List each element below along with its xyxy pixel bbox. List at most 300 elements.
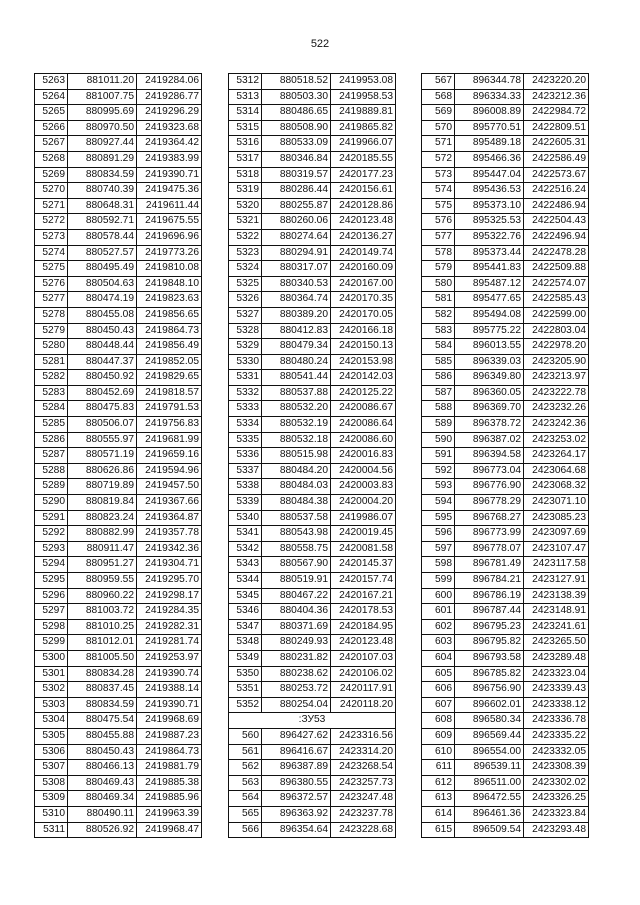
x-coordinate-cell: 880249.93 [262, 635, 331, 651]
point-number-cell: 5298 [35, 619, 68, 635]
point-number-cell: 5339 [229, 495, 262, 511]
x-coordinate-cell: 896795.82 [455, 635, 524, 651]
table-row [35, 463, 202, 479]
table-row [422, 229, 589, 245]
x-coordinate-cell: 895322.76 [455, 229, 524, 245]
x-coordinate-cell: 895494.08 [455, 307, 524, 323]
y-coordinate-cell: 2419367.66 [137, 495, 202, 511]
x-coordinate-cell: 896354.64 [262, 822, 331, 838]
x-coordinate-cell: 880474.19 [68, 292, 137, 308]
y-coordinate-cell: 2423265.50 [524, 635, 589, 651]
y-coordinate-cell: 2420123.48 [331, 214, 396, 230]
x-coordinate-cell: 880834.28 [68, 666, 137, 682]
point-number-cell: 5337 [229, 463, 262, 479]
table-row [422, 619, 589, 635]
x-coordinate-cell: 880541.44 [262, 370, 331, 386]
point-number-cell: 5352 [229, 697, 262, 713]
x-coordinate-cell: 880533.09 [262, 136, 331, 152]
x-coordinate-cell: 896509.54 [455, 822, 524, 838]
table-row [422, 198, 589, 214]
table-row [229, 89, 396, 105]
y-coordinate-cell: 2419675.55 [137, 214, 202, 230]
y-coordinate-cell: 2419594.96 [137, 463, 202, 479]
y-coordinate-cell: 2423293.48 [524, 822, 589, 838]
y-coordinate-cell: 2419696.96 [137, 229, 202, 245]
point-number-cell: 5283 [35, 385, 68, 401]
y-coordinate-cell: 2420166.18 [331, 323, 396, 339]
point-number-cell: 5273 [35, 229, 68, 245]
point-number-cell: 578 [422, 245, 455, 261]
table-row [35, 245, 202, 261]
point-number-cell: 5317 [229, 151, 262, 167]
table-row [422, 697, 589, 713]
table-row [35, 573, 202, 589]
x-coordinate-cell: 895373.44 [455, 245, 524, 261]
y-coordinate-cell: 2422574.07 [524, 276, 589, 292]
y-coordinate-cell: 2419681.99 [137, 432, 202, 448]
point-number-cell: 5351 [229, 682, 262, 698]
y-coordinate-cell: 2423222.78 [524, 385, 589, 401]
x-coordinate-cell: 880346.84 [262, 151, 331, 167]
table-row [35, 728, 202, 744]
y-coordinate-cell: 2420160.09 [331, 261, 396, 277]
x-coordinate-cell: 896344.78 [455, 74, 524, 90]
table-row [229, 682, 396, 698]
x-coordinate-cell: 880231.82 [262, 650, 331, 666]
table-row [35, 619, 202, 635]
x-coordinate-cell: 880834.59 [68, 697, 137, 713]
x-coordinate-cell: 896339.03 [455, 354, 524, 370]
table-row [229, 151, 396, 167]
y-coordinate-cell: 2423314.20 [331, 744, 396, 760]
point-number-cell: 5313 [229, 89, 262, 105]
x-coordinate-cell: 880389.20 [262, 307, 331, 323]
x-coordinate-cell: 896378.72 [455, 417, 524, 433]
x-coordinate-cell: 895436.53 [455, 183, 524, 199]
y-coordinate-cell: 2419773.26 [137, 245, 202, 261]
table-row [35, 448, 202, 464]
y-coordinate-cell: 2419296.29 [137, 105, 202, 121]
y-coordinate-cell: 2422585.43 [524, 292, 589, 308]
x-coordinate-cell: 896756.90 [455, 682, 524, 698]
y-coordinate-cell: 2419864.73 [137, 323, 202, 339]
table-row [35, 229, 202, 245]
y-coordinate-cell: 2423247.48 [331, 791, 396, 807]
x-coordinate-cell: 880911.47 [68, 541, 137, 557]
table-row [422, 728, 589, 744]
y-coordinate-cell: 2419818.57 [137, 385, 202, 401]
point-number-cell: 588 [422, 401, 455, 417]
point-number-cell: 5316 [229, 136, 262, 152]
y-coordinate-cell: 2423127.91 [524, 573, 589, 589]
x-coordinate-cell: 881010.25 [68, 619, 137, 635]
y-coordinate-cell: 2422573.67 [524, 167, 589, 183]
y-coordinate-cell: 2423335.22 [524, 728, 589, 744]
x-coordinate-cell: 880495.49 [68, 261, 137, 277]
x-coordinate-cell: 880951.27 [68, 557, 137, 573]
x-coordinate-cell: 880490.11 [68, 806, 137, 822]
y-coordinate-cell: 2423071.10 [524, 495, 589, 511]
point-number-cell: 5278 [35, 307, 68, 323]
y-coordinate-cell: 2423332.05 [524, 744, 589, 760]
y-coordinate-cell: 2422984.72 [524, 105, 589, 121]
point-number-cell: 5345 [229, 588, 262, 604]
point-number-cell: 589 [422, 417, 455, 433]
x-coordinate-cell: 896349.80 [455, 370, 524, 386]
point-number-cell: 570 [422, 120, 455, 136]
y-coordinate-cell: 2423085.23 [524, 510, 589, 526]
x-coordinate-cell: 880475.54 [68, 713, 137, 729]
table-row [422, 588, 589, 604]
table-row [229, 417, 396, 433]
x-coordinate-cell: 896778.07 [455, 541, 524, 557]
table-row [422, 276, 589, 292]
y-coordinate-cell: 2422605.31 [524, 136, 589, 152]
table-row [35, 105, 202, 121]
point-number-cell: 590 [422, 432, 455, 448]
x-coordinate-cell: 880719.89 [68, 479, 137, 495]
table-row [229, 74, 396, 90]
y-coordinate-cell: 2419323.68 [137, 120, 202, 136]
point-number-cell: 587 [422, 385, 455, 401]
table-row [422, 541, 589, 557]
y-coordinate-cell: 2423257.73 [331, 775, 396, 791]
table-row [35, 682, 202, 698]
y-coordinate-cell: 2420178.53 [331, 604, 396, 620]
table-row [35, 167, 202, 183]
point-number-cell: 5263 [35, 74, 68, 90]
point-number-cell: 5307 [35, 760, 68, 776]
x-coordinate-cell: 896778.29 [455, 495, 524, 511]
table-row [422, 354, 589, 370]
point-number-cell: 577 [422, 229, 455, 245]
y-coordinate-cell: 2423148.91 [524, 604, 589, 620]
table-row [35, 479, 202, 495]
x-coordinate-cell: 880578.44 [68, 229, 137, 245]
x-coordinate-cell: 880995.69 [68, 105, 137, 121]
point-number-cell: 606 [422, 682, 455, 698]
x-coordinate-cell: 880648.31 [68, 198, 137, 214]
y-coordinate-cell: 2420142.03 [331, 370, 396, 386]
x-coordinate-cell: 896461.36 [455, 806, 524, 822]
x-coordinate-cell: 895466.36 [455, 151, 524, 167]
y-coordinate-cell: 2419986.07 [331, 510, 396, 526]
table-row [229, 588, 396, 604]
point-number-cell: 5282 [35, 370, 68, 386]
y-coordinate-cell: 2419958.53 [331, 89, 396, 105]
x-coordinate-cell: 880506.07 [68, 417, 137, 433]
point-number-cell: 5312 [229, 74, 262, 90]
table-row [422, 385, 589, 401]
table-row [229, 354, 396, 370]
point-number-cell: 5329 [229, 339, 262, 355]
point-number-cell: 5315 [229, 120, 262, 136]
point-number-cell: 5267 [35, 136, 68, 152]
point-number-cell: 594 [422, 495, 455, 511]
y-coordinate-cell: 2419885.38 [137, 775, 202, 791]
y-coordinate-cell: 2419390.74 [137, 666, 202, 682]
table-row [35, 74, 202, 90]
y-coordinate-cell: 2420086.64 [331, 417, 396, 433]
y-coordinate-cell: 2419852.05 [137, 354, 202, 370]
x-coordinate-cell: 895489.18 [455, 136, 524, 152]
point-number-cell: 5308 [35, 775, 68, 791]
x-coordinate-cell: 880526.92 [68, 822, 137, 838]
point-number-cell: 5266 [35, 120, 68, 136]
y-coordinate-cell: 2422496.94 [524, 229, 589, 245]
x-coordinate-cell: 896768.27 [455, 510, 524, 526]
point-number-cell: 5274 [35, 245, 68, 261]
y-coordinate-cell: 2420086.67 [331, 401, 396, 417]
x-coordinate-cell: 880970.50 [68, 120, 137, 136]
x-coordinate-cell: 880260.06 [262, 214, 331, 230]
point-number-cell: 5331 [229, 370, 262, 386]
table-row [422, 167, 589, 183]
table-row [422, 791, 589, 807]
table-row [35, 791, 202, 807]
x-coordinate-cell: 881005.50 [68, 650, 137, 666]
table-row [422, 307, 589, 323]
y-coordinate-cell: 2420004.20 [331, 495, 396, 511]
x-coordinate-cell: 896539.11 [455, 760, 524, 776]
point-number-cell: 613 [422, 791, 455, 807]
point-number-cell: 5327 [229, 307, 262, 323]
y-coordinate-cell: 2423302.02 [524, 775, 589, 791]
y-coordinate-cell: 2420117.91 [331, 682, 396, 698]
coordinates-table-middle [228, 73, 396, 838]
table-row [422, 682, 589, 698]
y-coordinate-cell: 2419864.73 [137, 744, 202, 760]
table-row [229, 276, 396, 292]
table-row [229, 573, 396, 589]
y-coordinate-cell: 2419856.65 [137, 307, 202, 323]
table-row [422, 806, 589, 822]
y-coordinate-cell: 2423232.26 [524, 401, 589, 417]
x-coordinate-cell: 880891.29 [68, 151, 137, 167]
table-row [422, 261, 589, 277]
x-coordinate-cell: 880371.69 [262, 619, 331, 635]
x-coordinate-cell: 880475.83 [68, 401, 137, 417]
table-row [35, 604, 202, 620]
point-number-cell: 5311 [35, 822, 68, 838]
y-coordinate-cell: 2419390.71 [137, 167, 202, 183]
x-coordinate-cell: 880255.87 [262, 198, 331, 214]
table-row [229, 370, 396, 386]
x-coordinate-cell: 896784.21 [455, 573, 524, 589]
point-number-cell: 5276 [35, 276, 68, 292]
point-number-cell: 571 [422, 136, 455, 152]
point-number-cell: 563 [229, 775, 262, 791]
x-coordinate-cell: 895373.10 [455, 198, 524, 214]
table-row [35, 261, 202, 277]
x-coordinate-cell: 896360.05 [455, 385, 524, 401]
y-coordinate-cell: 2419829.65 [137, 370, 202, 386]
point-number-cell: 600 [422, 588, 455, 604]
point-number-cell: 569 [422, 105, 455, 121]
x-coordinate-cell: 880448.44 [68, 339, 137, 355]
point-number-cell: 5325 [229, 276, 262, 292]
x-coordinate-cell: 895441.83 [455, 261, 524, 277]
point-number-cell: 5294 [35, 557, 68, 573]
x-coordinate-cell: 880455.88 [68, 728, 137, 744]
point-number-cell: 584 [422, 339, 455, 355]
point-number-cell: 5348 [229, 635, 262, 651]
point-number-cell: 5302 [35, 682, 68, 698]
table-row [35, 120, 202, 136]
y-coordinate-cell: 2423241.61 [524, 619, 589, 635]
table-row [35, 136, 202, 152]
y-coordinate-cell: 2423323.84 [524, 806, 589, 822]
table-row [422, 214, 589, 230]
point-number-cell: 5332 [229, 385, 262, 401]
y-coordinate-cell: 2423323.04 [524, 666, 589, 682]
x-coordinate-cell: 880532.19 [262, 417, 331, 433]
point-number-cell: 5310 [35, 806, 68, 822]
table-row [35, 541, 202, 557]
y-coordinate-cell: 2422803.04 [524, 323, 589, 339]
point-number-cell: 5270 [35, 183, 68, 199]
point-number-cell: 5322 [229, 229, 262, 245]
table-row [422, 479, 589, 495]
y-coordinate-cell: 2419364.42 [137, 136, 202, 152]
x-coordinate-cell: 880532.20 [262, 401, 331, 417]
table-row [35, 417, 202, 433]
y-coordinate-cell: 2423097.69 [524, 526, 589, 542]
point-number-cell: 5343 [229, 557, 262, 573]
y-coordinate-cell: 2419286.77 [137, 89, 202, 105]
x-coordinate-cell: 896773.99 [455, 526, 524, 542]
x-coordinate-cell: 880740.39 [68, 183, 137, 199]
point-number-cell: 5347 [229, 619, 262, 635]
x-coordinate-cell: 880532.18 [262, 432, 331, 448]
table-row [229, 136, 396, 152]
point-number-cell: 603 [422, 635, 455, 651]
y-coordinate-cell: 2420107.03 [331, 650, 396, 666]
point-number-cell: 574 [422, 183, 455, 199]
point-number-cell: 575 [422, 198, 455, 214]
y-coordinate-cell: 2419963.39 [137, 806, 202, 822]
point-number-cell: 583 [422, 323, 455, 339]
x-coordinate-cell: 881012.01 [68, 635, 137, 651]
x-coordinate-cell: 880927.44 [68, 136, 137, 152]
x-coordinate-cell: 895325.53 [455, 214, 524, 230]
table-row [35, 432, 202, 448]
table-row [229, 339, 396, 355]
x-coordinate-cell: 880340.53 [262, 276, 331, 292]
point-number-cell: 5300 [35, 650, 68, 666]
table-row [35, 292, 202, 308]
y-coordinate-cell: 2423338.12 [524, 697, 589, 713]
table-row [229, 510, 396, 526]
table-row [229, 791, 396, 807]
point-number-cell: 604 [422, 650, 455, 666]
table-row [229, 105, 396, 121]
y-coordinate-cell: 2419388.14 [137, 682, 202, 698]
x-coordinate-cell: 896334.33 [455, 89, 524, 105]
x-coordinate-cell: 896394.58 [455, 448, 524, 464]
table-row [422, 448, 589, 464]
y-coordinate-cell: 2420149.74 [331, 245, 396, 261]
table-row [229, 167, 396, 183]
x-coordinate-cell: 880504.63 [68, 276, 137, 292]
x-coordinate-cell: 896793.58 [455, 650, 524, 666]
point-number-cell: 564 [229, 791, 262, 807]
y-coordinate-cell: 2419611.44 [137, 198, 202, 214]
x-coordinate-cell: 880834.59 [68, 167, 137, 183]
x-coordinate-cell: 895487.12 [455, 276, 524, 292]
y-coordinate-cell: 2419791.53 [137, 401, 202, 417]
table-row [422, 713, 589, 729]
y-coordinate-cell: 2422516.24 [524, 183, 589, 199]
x-coordinate-cell: 880466.13 [68, 760, 137, 776]
section-label: :ЗУ53 [229, 713, 396, 729]
table-row [35, 401, 202, 417]
y-coordinate-cell: 2419284.35 [137, 604, 202, 620]
point-number-cell: 567 [422, 74, 455, 90]
table-row [422, 573, 589, 589]
table-row [229, 261, 396, 277]
point-number-cell: 5271 [35, 198, 68, 214]
table-row [229, 728, 396, 744]
x-coordinate-cell: 880450.43 [68, 744, 137, 760]
table-row [229, 214, 396, 230]
point-number-cell: 5268 [35, 151, 68, 167]
table-row [422, 74, 589, 90]
point-number-cell: 565 [229, 806, 262, 822]
table-row [422, 183, 589, 199]
y-coordinate-cell: 2420086.60 [331, 432, 396, 448]
table-row [422, 151, 589, 167]
x-coordinate-cell: 896602.01 [455, 697, 524, 713]
point-number-cell: 5277 [35, 292, 68, 308]
table-row [229, 401, 396, 417]
x-coordinate-cell: 881007.75 [68, 89, 137, 105]
point-number-cell: 5299 [35, 635, 68, 651]
y-coordinate-cell: 2423264.17 [524, 448, 589, 464]
table-row [229, 541, 396, 557]
x-coordinate-cell: 880484.38 [262, 495, 331, 511]
x-coordinate-cell: 896472.55 [455, 791, 524, 807]
y-coordinate-cell: 2423205.90 [524, 354, 589, 370]
point-number-cell: 610 [422, 744, 455, 760]
x-coordinate-cell: 895770.51 [455, 120, 524, 136]
point-number-cell: 611 [422, 760, 455, 776]
point-number-cell: 562 [229, 760, 262, 776]
point-number-cell: 5328 [229, 323, 262, 339]
table-row [422, 495, 589, 511]
y-coordinate-cell: 2420003.83 [331, 479, 396, 495]
x-coordinate-cell: 880253.72 [262, 682, 331, 698]
x-coordinate-cell: 880527.57 [68, 245, 137, 261]
y-coordinate-cell: 2419281.74 [137, 635, 202, 651]
y-coordinate-cell: 2420167.00 [331, 276, 396, 292]
table-row [229, 292, 396, 308]
y-coordinate-cell: 2420004.56 [331, 463, 396, 479]
point-number-cell: 5297 [35, 604, 68, 620]
table-row [229, 183, 396, 199]
table-row [422, 463, 589, 479]
y-coordinate-cell: 2422504.43 [524, 214, 589, 230]
point-number-cell: 598 [422, 557, 455, 573]
y-coordinate-cell: 2419295.70 [137, 573, 202, 589]
y-coordinate-cell: 2420118.20 [331, 697, 396, 713]
table-row [35, 713, 202, 729]
point-number-cell: 579 [422, 261, 455, 277]
table-row [422, 89, 589, 105]
page-number: 522 [310, 38, 330, 50]
y-coordinate-cell: 2423107.47 [524, 541, 589, 557]
point-number-cell: 615 [422, 822, 455, 838]
